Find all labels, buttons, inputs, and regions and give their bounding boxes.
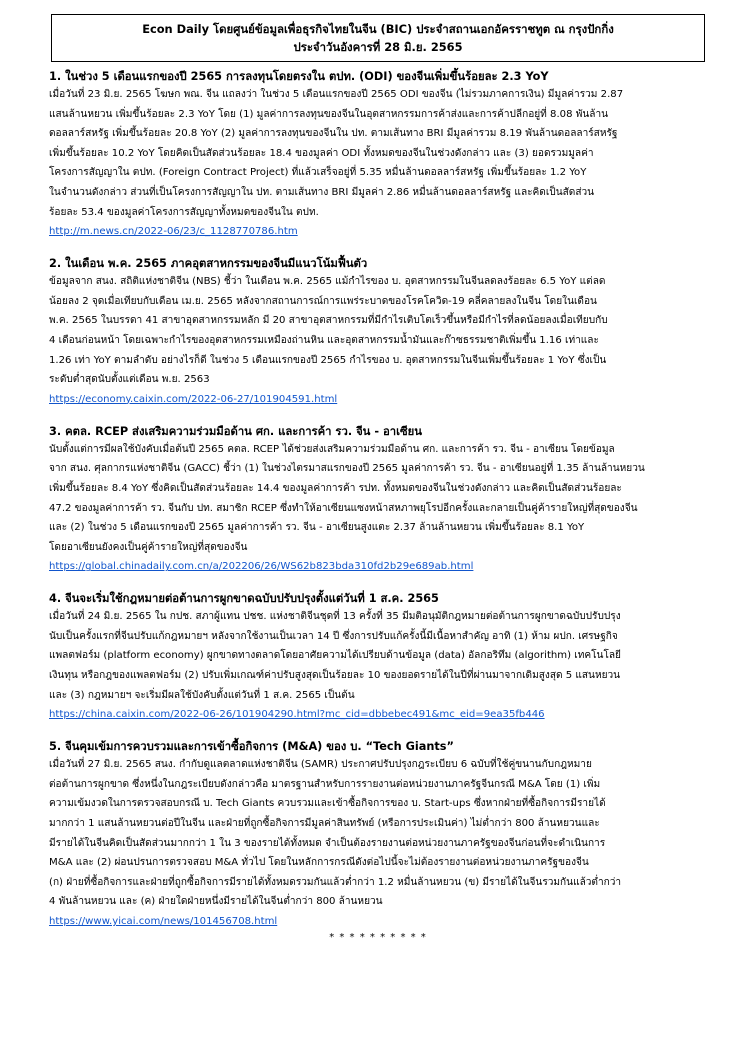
body-line: 4 เดือนก่อนหน้า โดยเฉพาะกำไรของอุตสาหกรรมเหมืองถ่านหิน และอุตสาหกรรมน้ำมันและก๊าซธรรมชาติเพิ่มขึ้น 1.16 เท่าและ <box>49 334 599 346</box>
body-line: 47.2 ของมูลค่าการค้า รว. จีนกับ ปท. สมาชิก RCEP ซึ่งทำให้อาเซียนแซงหน้าสหภาพยุโรปอีกครั้งและกลายเป็นคู่ค้ารายใหญ่ที่สุดของจีน <box>49 502 638 514</box>
news-section <box>49 738 707 931</box>
body-line: ระดับต่ำสุดนับตั้งแต่เดือน พ.ย. 2563 <box>49 374 210 386</box>
body-line: พ.ค. 2565 ในบรรดา 41 สาขาอุตสาหกรรมหลัก มี 20 สาขาอุตสาหกรรมที่มีกำไรเติบโตเร็วขึ้นหรือมีกำไรที่ลดน้อยลงเมื่อเทียบกับ <box>49 315 608 327</box>
section-body <box>49 272 707 390</box>
document-page <box>49 14 707 945</box>
section-title: 3. คตล. RCEP ส่งเสริมความร่วมมือด้าน ศก. และการค้า รว. จีน - อาเซียน <box>49 424 422 438</box>
body-line: เพิ่มขึ้นร้อยละ 8.4 YoY ซึ่งคิดเป็นสัดส่วนร้อยละ 14.4 ของมูลค่าการค้า รปท. ทั้งหมดของจีนในช่วงดังกล่าว และคิดเป็นสัดส่วนร้อยละ <box>49 482 622 494</box>
document-header <box>51 14 705 62</box>
body-line: M&A และ (2) ผ่อนปรนการตรวจสอบ M&A ทั่วไป โดยในหลักการกรณีดังต่อไปนี้จะไม่ต้องรายงานต่อหน่วยงานภาครัฐของจีน <box>49 857 589 869</box>
body-line: แพลตฟอร์ม (platform economy) ผูกขาดทางตลาดโดยอาศัยความได้เปรียบด้านข้อมูล (data) อัลกอริทึม (algorithm) เทคโนโลยี <box>49 650 621 662</box>
header-title: Econ Daily โดยศูนย์ข้อมูลเพื่อธุรกิจไทยในจีน (BIC) ประจำสถานเอกอัครราชทูต ณ กรุงปักกิ่ง <box>142 22 614 36</box>
body-line: ข้อมูลจาก สนง. สถิติแห่งชาติจีน (NBS) ชี้ว่า ในเดือน พ.ค. 2565 แม้กำไรของ บ. อุตสาหกรรมในจีนลดลงร้อยละ 6.5 YoY แต่ลด <box>49 276 606 288</box>
body-line: โครงการสัญญาใน ตปท. (Foreign Contract Project) ที่แล้วเสร็จอยู่ที่ 5.35 หมื่นล้านดอลลาร์สหรัฐ เพิ่มขึ้นร้อยละ 1.2 YoY <box>49 167 587 179</box>
body-line: มีรายได้ในจีนคิดเป็นสัดส่วนมากกว่า 1 ใน 3 ของรายได้ทั้งหมด จำเป็นต้องรายงานต่อหน่วยงานภาครัฐของจีนก่อนที่จะดำเนินการ <box>49 837 606 849</box>
body-line: และ (2) ในช่วง 5 เดือนแรกของปี 2565 มูลค่าการค้า รว. จีน - อาเซียนสูงแตะ 2.37 ล้านล้านหยวน เพิ่มขึ้นร้อยละ 8.1 YoY <box>49 522 585 534</box>
body-line: เมื่อวันที่ 24 มิ.ย. 2565 ใน กปช. สภาผู้แทน ปชช. แห่งชาติจีนชุดที่ 13 ครั้งที่ 35 มีมติอนุมัติกฎหมายต่อต้านการผูกขาดฉบับปรับปรุง <box>49 611 621 623</box>
source-link[interactable]: https://economy.caixin.com/2022-06-27/101904591.html <box>49 393 338 405</box>
header-date: ประจำวันอังคารที่ 28 มิ.ย. 2565 <box>293 40 463 54</box>
body-line: ต่อต้านการผูกขาด ซึ่งหนึ่งในกฎระเบียบดังกล่าวคือ มาตรฐานสำหรับการรายงานต่อหน่วยงานภาครัฐจีนกรณี M&A โดย (1) เพิ่ม <box>49 778 601 790</box>
news-section <box>49 590 707 724</box>
section-title: 2. ในเดือน พ.ค. 2565 ภาคอุตสาหกรรมของจีนมีแนวโน้มฟื้นตัว <box>49 257 368 271</box>
body-line: แสนล้านหยวน เพิ่มขึ้นร้อยละ 2.3 YoY โดย (1) มูลค่าการลงทุนของจีนในอุตสาหกรรมการค้าส่งและการค้าปลีกอยู่ที่ 8.08 พันล้าน <box>49 108 609 120</box>
body-line: 1.26 เท่า YoY ตามลำดับ อย่างไรก็ดี ในช่วง 5 เดือนแรกของปี 2565 กำไรของ บ. อุตสาหกรรมในจีนเพิ่มขึ้นร้อยละ 1 YoY ซึ่งเป็น <box>49 354 607 366</box>
body-line: ร้อยละ 53.4 ของมูลค่าโครงการสัญญาทั้งหมดของจีนใน ตปท. <box>49 206 319 218</box>
body-line: และ (3) กฎหมายฯ จะเริ่มมีผลใช้บังคับตั้งแต่วันที่ 1 ส.ค. 2565 เป็นต้น <box>49 689 355 701</box>
news-section <box>49 255 707 409</box>
section-title: 1. ในช่วง 5 เดือนแรกของปี 2565 การลงทุนโดยตรงใน ตปท. (ODI) ของจีนเพิ่มขึ้นร้อยละ 2.3 YoY <box>49 70 549 83</box>
body-line: ความเข้มงวดในการตรวจสอบกรณี บ. Tech Giants ควบรวมและเข้าซื้อกิจการของ บ. Start-ups ซึ่งหากฝ่ายที่ซื้อกิจการมีรายได้ <box>49 798 606 810</box>
body-line: นับตั้งแต่การมีผลใช้บังคับเมื่อต้นปี 2565 คตล. RCEP ได้ช่วยส่งเสริมความร่วมมือด้าน ศก. และการค้า รว. จีน - อาเซียน โดยข้อมูล <box>49 443 615 455</box>
source-link[interactable]: https://www.yicai.com/news/101456708.html <box>49 916 278 927</box>
source-link[interactable]: http://m.news.cn/2022-06/23/c_1128770786.htm <box>49 226 298 238</box>
body-line: ดอลลาร์สหรัฐ เพิ่มขึ้นร้อยละ 20.8 YoY (2) มูลค่าการลงทุนของจีนใน ปท. ตามเส้นทาง BRI มีมูลค่ารวม 8.19 พันล้านดอลลาร์สหรัฐ <box>49 128 618 140</box>
section-body <box>49 755 707 912</box>
body-line: เมื่อวันที่ 23 มิ.ย. 2565 โฆษก พณ. จีน แถลงว่า ในช่วง 5 เดือนแรกของปี 2565 ODI ของจีน (ไม่รวมภาคการเงิน) มีมูลค่ารวม 2.87 <box>49 89 624 100</box>
body-line: เงินทุน หรือกฎของแพลตฟอร์ม (2) ปรับเพิ่มเกณฑ์ค่าปรับสูงสุดเป็นร้อยละ 10 ของยอดรายได้ในปีที่ผ่านมาจากเดิมสูงสุด 5 แสนหยวน <box>49 670 621 682</box>
body-line: มากกว่า 1 แสนล้านหยวนต่อปีในจีน และฝ่ายที่ถูกซื้อกิจการมีมูลค่าสินทรัพย์ (หรือการประเมินค่า) ไม่ต่ำกว่า 800 ล้านหยวนและ <box>49 818 600 830</box>
body-line: (ก) ฝ่ายที่ซื้อกิจการและฝ่ายที่ถูกซื้อกิจการมีรายได้ทั้งหมดรวมกันแล้วต่ำกว่า 1.2 หมื่นล้านหยวน (ข) มีรายได้ในจีนรวมกันแล้วต่ำกว่า <box>49 876 622 888</box>
section-title: 4. จีนจะเริ่มใช้กฎหมายต่อต้านการผูกขาดฉบับปรับปรุงตั้งแต่วันที่ 1 ส.ค. 2565 <box>49 592 439 606</box>
footer-separator: * * * * * * * * * * <box>329 932 427 943</box>
source-link[interactable]: https://global.chinadaily.com.cn/a/202206/26/WS62b823bda310fd2b29e689ab.html <box>49 561 474 573</box>
body-line: เมื่อวันที่ 27 มิ.ย. 2565 สนง. กำกับดูแลตลาดแห่งชาติจีน (SAMR) ประกาศปรับปรุงกฎระเบียบ 6 ฉบับที่ใช้คู่ขนานกับกฎหมาย <box>49 759 592 771</box>
source-link[interactable]: https://china.caixin.com/2022-06-26/101904290.html?mc_cid=dbbebec491&mc_eid=9ea35fb446 <box>49 709 545 721</box>
body-line: น้อยลง 2 จุดเมื่อเทียบกับเดือน เม.ย. 2565 หลังจากสถานการณ์การแพร่ระบาดของโรคโควิด-19 คลี่คลายลงในจีน โดยในเดือน <box>49 295 597 307</box>
body-line: โดยอาเซียนยังคงเป็นคู่ค้ารายใหญ่ที่สุดของจีน <box>49 541 248 553</box>
section-body <box>49 440 707 558</box>
body-line: เพิ่มขึ้นร้อยละ 10.2 YoY โดยคิดเป็นสัดส่วนร้อยละ 18.4 ของมูลค่า ODI ทั้งหมดของจีนในช่วงดังกล่าว และ (3) ยอดรวมมูลค่า <box>49 147 594 159</box>
section-body <box>49 607 707 705</box>
body-line: ในจำนวนดังกล่าว ส่วนที่เป็นโครงการสัญญาใน ปท. ตามเส้นทาง BRI มีมูลค่า 2.86 หมื่นล้านดอลลาร์สหรัฐ และคิดเป็นสัดส่วน <box>49 186 595 198</box>
body-line: 4 พันล้านหยวน และ (ค) ฝ่ายใดฝ่ายหนึ่งมีรายได้ในจีนต่ำกว่า 800 ล้านหยวน <box>49 896 383 908</box>
news-section <box>49 68 707 241</box>
section-body <box>49 85 707 222</box>
body-line: นับเป็นครั้งแรกที่จีนปรับแก้กฎหมายฯ หลังจากใช้งานเป็นเวลา 14 ปี ซึ่งการปรับแก้ครั้งนี้มีเนื้อหาสำคัญ อาทิ (1) ห้าม ผปก. เศรษฐกิจ <box>49 630 618 642</box>
news-section <box>49 423 707 577</box>
section-title: 5. จีนคุมเข้มการควบรวมและการเข้าซื้อกิจการ (M&A) ของ บ. “Tech Giants” <box>49 740 454 754</box>
news-sections <box>49 68 707 931</box>
body-line: จาก สนง. ศุลกากรแห่งชาติจีน (GACC) ชี้ว่า (1) ในช่วงไตรมาสแรกของปี 2565 มูลค่าการค้า รว. จีน - อาเซียนอยู่ที่ 1.35 ล้านล้านหยวน <box>49 463 645 475</box>
